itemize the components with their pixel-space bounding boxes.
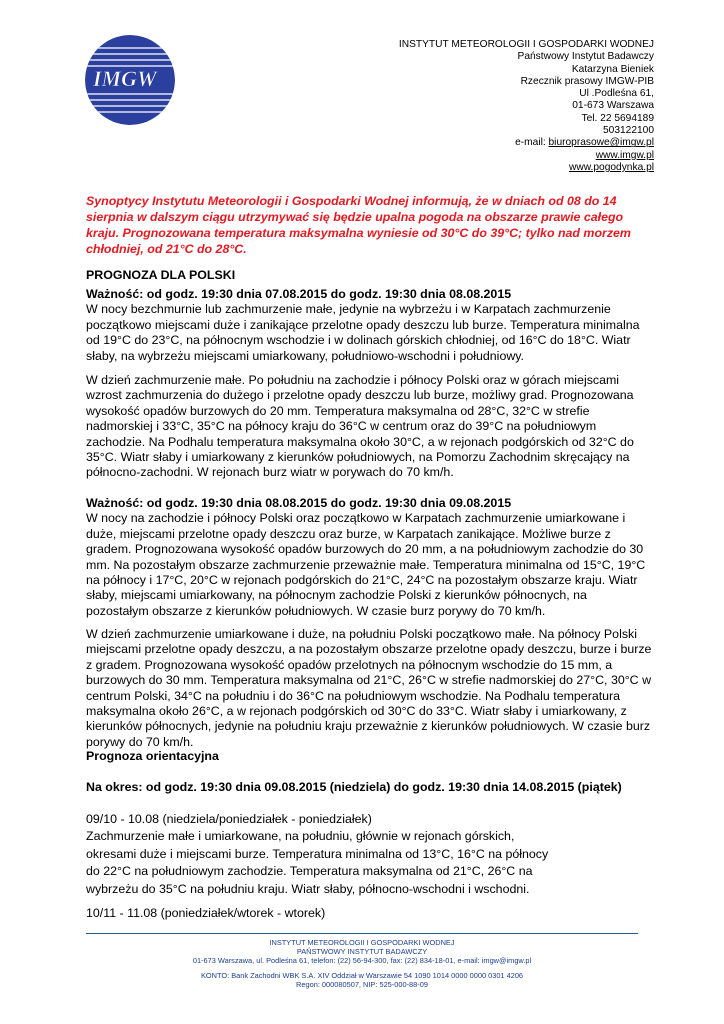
email-link[interactable]: biuroprasowe@imgw.pl (548, 137, 654, 149)
period1-night: W nocy bezchmurnie lub zachmurzenie małe, jedynie na wybrzeżu i w Karpatach zachmurzenie początkowo miejscami duże i zanikające przelotne opady deszczu lub burze. Temperatura minimalna od 19°C do 23°C, na północnym wschodzie i w dolinach górskich chłodniej, od 16°C do 18°C. Wiatr słaby, na wybrzeżu miejscami umiarkowany, południowo-wschodni i południowy. (86, 302, 640, 363)
website-link-pogodynka[interactable]: www.pogodynka.pl (569, 161, 654, 173)
address-street: Ul .Podleśna 61, (579, 88, 654, 100)
address-city: 01-673 Warszawa (572, 100, 654, 112)
outlook-day1-heading: 09/10 - 10.08 (niedziela/poniedziałek - poniedziałek) (86, 812, 372, 826)
imgw-logo (84, 34, 176, 126)
period1-block (86, 287, 652, 364)
email-line (399, 137, 654, 149)
period2-validity: Ważność: od godz. 19:30 dnia 08.08.2015 do godz. 19:30 dnia 09.08.2015 (86, 496, 512, 510)
spokesperson-role: Rzecznik prasowy IMGW-PIB (520, 75, 654, 87)
footer-address: 01-673 Warszawa, ul. Podleśna 61, telefon: (22) 56-94-300, fax: (22) 834-18-01, e-mail: imgw@imgw.pl (192, 956, 532, 965)
contact-block (399, 39, 654, 174)
imgw-logo-graphic (84, 34, 176, 126)
period2-night: W nocy na zachodzie i północy Polski oraz początkowo w Karpatach zachmurzenie umiarkowane i duże, miejscami przelotne opady deszczu oraz burze, w Karpatach zanikające. Możliwe burze z gradem. Prognozowana wysokość opadów burzowych do 20 mm, a na południowym zachodzie do 30 mm. Na pozostałym obszarze zachmurzenie przeważnie małe. Temperatura minimalna od 15°C, 19°C na północy i 17°C, 20°C w rejonach podgórskich do 21°C, 24°C na pozostałym obszarze kraju. Wiatr słaby, miejscami umiarkowany, na północnym zachodzie Polski z kierunków północnych, na pozostałym obszarze z kierunków południowych. W czasie burz porywy do 70 km/h. (86, 511, 646, 618)
outlook-title: Prognoza orientacyjna (86, 749, 219, 763)
spokesperson-name: Katarzyna Bieniek (571, 63, 654, 75)
period2-day: W dzień zachmurzenie umiarkowane i duże, na południu Polski początkowo małe. Na północy Polski miejscami przelotne opady deszczu, a na pozostałym obszarze przelotne opady deszczu, burze i burze z gradem. Prognozowana wysokość opadów przelotnych na północnym wschodzie do 15 mm, a burzowych do 30 mm. Temperatura maksymalna od 21°C, 26°C w strefie nadmorskiej do 27°C, 30°C w centrum Polski, 34°C na południu i do 36°C na południowym wschodzie. Na Podhalu temperatura maksymalna około 26°C, a w rejonach podgórskich od 30°C do 33°C. Wiatr słaby i umiarkowany, z kierunków północnych, jedynie na południu kraju przeważnie z kierunków południowych. W czasie burz porywy do 70 km/h. (86, 627, 652, 749)
institute-name: INSTYTUT METEOROLOGII I GOSPODARKI WODNEJ (398, 39, 654, 50)
period1-validity: Ważność: od godz. 19:30 dnia 07.08.2015 do godz. 19:30 dnia 08.08.2015 (86, 287, 512, 301)
outlook-day1-line: okresami duże i miejscami burze. Temperatura minimalna od 13°C, 16°C na północy (86, 846, 549, 861)
outlook-period: Na okres: od godz. 19:30 dnia 09.08.2015 (niedziela) do godz. 19:30 dnia 14.08.2015 (piątek) (86, 780, 622, 794)
forecast-section-title: PROGNOZA DLA POLSKI (86, 268, 236, 282)
outlook-day1-line: do 22°C na południowym zachodzie. Temperatura maksymalna od 21°C, 26°C na (86, 864, 533, 879)
outlook-day1-line: Zachmurzenie małe i umiarkowane, na południu, głównie w rejonach górskich, (86, 829, 515, 844)
phone: Tel. 22 5694189 (581, 112, 654, 124)
outlook-day1-line: wybrzeżu do 35°C na południu kraju. Wiatr słaby, północno-wschodni i wschodni. (86, 881, 530, 896)
period1-day: W dzień zachmurzenie małe. Po południu na zachodzie i północy Polski oraz w górach miejscami wzrost zachmurzenia do dużego i przelotne opady deszczu lub burze, możliwy grad. Prognozowana wysokość opadów burzowych do 20 mm. Temperatura maksymalna od 28°C, 32°C w strefie nadmorskiej i 33°C, 35°C na północy kraju do 36°C w centrum oraz do 39°C na południowym zachodzie. Na Podhalu temperatura maksymalna około 30°C, a w rejonach podgórskich od 32°C do 35°C. Wiatr słaby i umiarkowany z kierunków południowych, na Pomorzu Zachodnim skręcający na północno-zachodni. W rejonach burz wiatr w porywach do 70 km/h. (86, 373, 634, 480)
footer-status: PAŃSTWOWY INSTYTUT BADAWCZY (296, 947, 428, 956)
footer (86, 938, 638, 989)
svg-text:IMGW: IMGW (93, 66, 157, 91)
outlook-day1 (86, 811, 652, 898)
outlook-day2-heading: 10/11 - 11.08 (poniedziałek/wtorek - wtorek) (86, 906, 326, 920)
institute-status: Państwowy Instytut Badawczy (517, 51, 654, 63)
footer-bank: KONTO: Bank Zachodni WBK S.A. XIV Oddział w Warszawie 54 1090 1014 0000 0000 0301 4206 (200, 971, 524, 980)
mobile: 503122100 (603, 125, 654, 137)
intro-announcement: Synoptycy Instytutu Meteorologii i Gospodarki Wodnej informują, że w dniach od 08 do 14 sierpnia w dalszym ciągu utrzymywać się będzie upalna pogoda na obszarze prawie całego kraju. Prognozowana temperatura maksymalna wyniesie od 30°C do 39°C; tylko nad morzem chłodniej, od 21°C do 28°C. (86, 194, 631, 256)
period2-block (86, 496, 652, 619)
footer-institute: INSTYTUT METEOROLOGII I GOSPODARKI WODNEJ (269, 938, 455, 947)
website-link-imgw[interactable]: www.imgw.pl (595, 149, 654, 161)
footer-divider (86, 933, 638, 934)
email-label: e-mail: (515, 137, 549, 149)
footer-registry: Regon: 000080507, NIP: 525-000-88-09 (296, 980, 428, 989)
